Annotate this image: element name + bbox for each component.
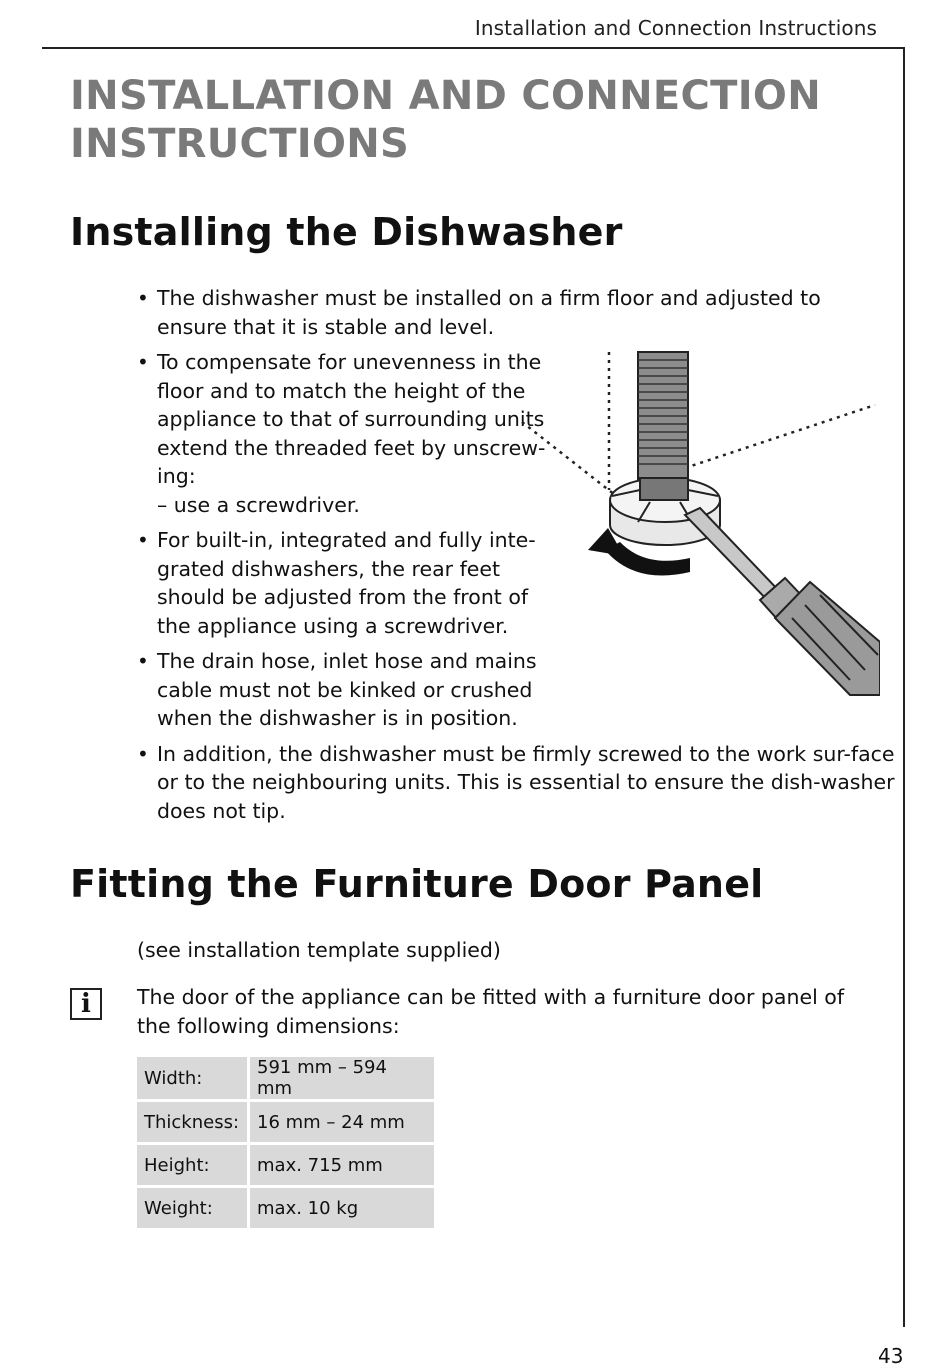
info-icon-glyph: i [81, 989, 91, 1019]
door-panel-info-text: The door of the appliance can be fitted with a furniture door panel of the following dimensions: [137, 985, 845, 1038]
dimension-label: Width: [137, 1057, 250, 1102]
bullet-built-in: • For built-in, integrated and fully inte-grated dishwashers, the rear feet should be adjusted from the front of the appliance using a screwdriver. [137, 526, 547, 640]
header-rule [42, 47, 904, 49]
dimension-value: max. 715 mm [250, 1145, 434, 1188]
side-rule [903, 47, 905, 1327]
dimensions-table [137, 1057, 434, 1231]
running-header: Installation and Connection Instructions [474, 16, 877, 40]
section-title-installing: Installing the Dishwasher [70, 210, 623, 254]
section-title-door-panel: Fitting the Furniture Door Panel [70, 862, 764, 906]
table-row [137, 1057, 434, 1102]
dimension-label: Weight: [137, 1188, 250, 1231]
template-note: (see installation template supplied) [137, 938, 501, 962]
sub-step-screwdriver: – use a screwdriver. [157, 492, 360, 517]
dimension-label: Thickness: [137, 1102, 250, 1145]
threaded-foot [638, 352, 688, 492]
dimension-value: 591 mm – 594 mm [250, 1057, 434, 1102]
bullet-unevenness-text: To compensate for unevenness in the floor and to match the height of the appliance to that of surrounding units extend the threaded feet by unscrew-ing: [157, 350, 546, 488]
chapter-title-line1: INSTALLATION AND CONNECTION [70, 73, 822, 119]
dimension-label: Height: [137, 1145, 250, 1188]
dimension-value: max. 10 kg [250, 1188, 434, 1231]
chapter-title [70, 72, 830, 168]
info-icon [70, 988, 102, 1020]
bullet-unevenness [137, 348, 547, 519]
foot-adjustment-illustration [520, 350, 880, 700]
screwdriver [685, 508, 880, 695]
dimension-value: 16 mm – 24 mm [250, 1102, 434, 1145]
bullet-screwed: • In addition, the dishwasher must be firmly screwed to the work sur-face or to the neighbouring units. This is essential to ensure the dish-washer does not tip. [137, 740, 897, 826]
bullet-hoses: • The drain hose, inlet hose and mains cable must not be kinked or crushed when the dishwasher is in position. [137, 647, 547, 733]
page-number: 43 [878, 1344, 904, 1368]
table-row [137, 1188, 434, 1231]
bullet-firm-floor: • The dishwasher must be installed on a firm floor and adjusted to ensure that it is stable and level. [137, 284, 897, 341]
table-row [137, 1145, 434, 1188]
table-row [137, 1102, 434, 1145]
chapter-title-line2: INSTRUCTIONS [70, 121, 410, 167]
